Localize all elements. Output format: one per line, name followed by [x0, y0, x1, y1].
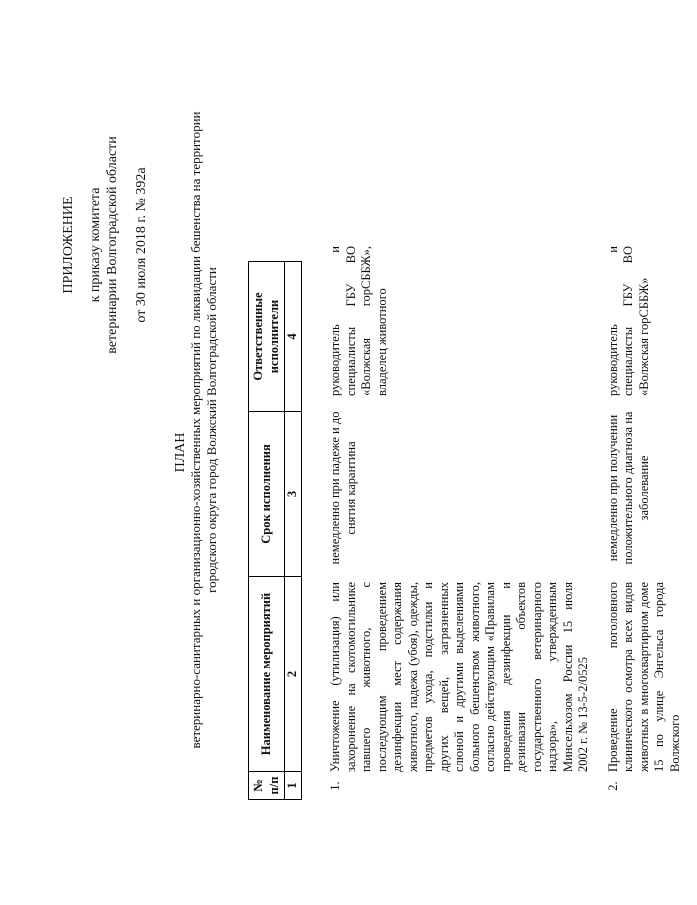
- plan-table-body: [328, 240, 697, 800]
- row-activity: Проведение поголовного клинического осмотра всех видов животных в многоквартирном доме 15 по улице Энгельса города Волжского: [605, 582, 682, 772]
- row-activity: Уничтожение (утилизация) или захоронение на скотомогильнике павшего животного, с последующим проведением дезинфекции мест содержания животного, падежа (убоя), одежды, предметов ухода, подстилки и других вещей, загрязненных слюной и другими выделениями больного бешенством животного, согласно действующим «Правилам проведения дезинфекции и дезинвазии объектов государственного ветеринарного надзора», утвержденным Минсельхозом России 15 июля 2002 г. № 13-5-2/0525: [328, 582, 590, 772]
- row-executors: руководитель и специалисты ГБУ ВО «Волжская горСББЖ»: [605, 246, 651, 396]
- column-number-2: 2: [285, 577, 302, 772]
- appendix-date: от 30 июля 2018 г. № 392а: [134, 167, 149, 323]
- appendix-block: [60, 80, 150, 410]
- table-row: [328, 240, 592, 800]
- row-index: 2.: [605, 781, 620, 791]
- appendix-title: ПРИЛОЖЕНИЕ: [61, 196, 76, 294]
- plan-subtitle: ветеринарно-санитарных и организационно-хозяйственных мероприятий по ликвидации бешенства на территории городского округа город Волжский Волгоградской области: [188, 111, 219, 749]
- column-number-1: 1: [285, 772, 302, 800]
- row-executors: руководитель и специалисты ГБУ ВО «Волжская горСББЖ», владелец животного: [328, 246, 389, 396]
- plan-title: ПЛАН: [173, 432, 188, 473]
- appendix-line-2: ветеринарии Волгоградской области: [105, 136, 120, 354]
- table-row: [606, 240, 684, 800]
- column-number-3: 3: [285, 412, 302, 577]
- header-number: № п/п: [249, 772, 285, 800]
- header-deadline: Срок исполнения: [249, 412, 285, 577]
- row-deadline: немедленно при получении положительного диагноза на заболевание: [605, 411, 651, 565]
- header-activity: Наименование мероприятий: [249, 577, 285, 772]
- plan-table-header: [248, 261, 302, 800]
- row-deadline: немедленно при падеже и до снятия карантина: [328, 411, 358, 565]
- row-index: 1.: [328, 781, 342, 791]
- appendix-line-1: к приказу комитета: [88, 187, 103, 303]
- column-number-4: 4: [285, 262, 302, 412]
- header-executors: Ответственные исполнители: [249, 262, 285, 412]
